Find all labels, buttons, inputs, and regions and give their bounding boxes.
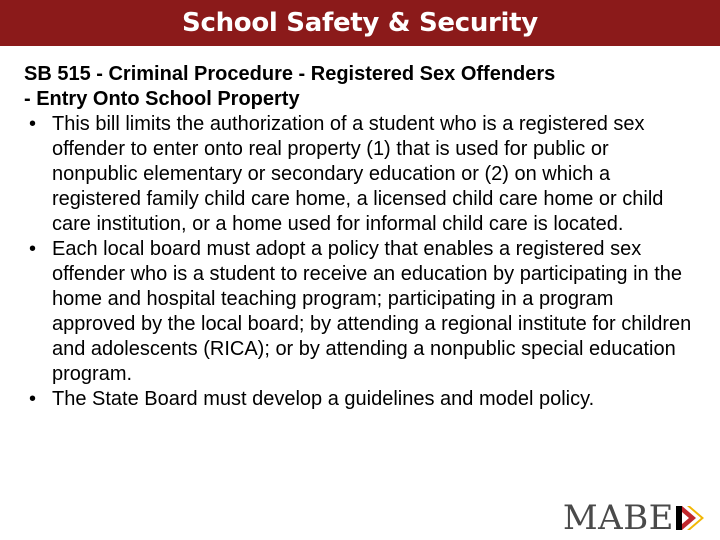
bullet-text: Each local board must adopt a policy that enables a registered sex offender who is a student to receive an education by participating in the home and hospital teaching program; participating in a program approved by the local board; by attending a regional institute for children and adolescents (RICA); or by attending a nonpublic special education program.	[52, 238, 692, 385]
bill-heading-line-1: SB 515 - Criminal Procedure - Registered Sex Offenders	[24, 63, 556, 85]
slide-title: School Safety & Security	[182, 8, 538, 38]
bullet-icon: •	[29, 113, 37, 135]
bullet-icon: •	[29, 238, 37, 260]
bullet-item	[24, 387, 696, 412]
bullet-icon: •	[29, 388, 37, 410]
bullet-list	[24, 112, 696, 412]
logo-text: MABE	[562, 498, 674, 538]
bill-heading	[24, 62, 696, 112]
bullet-text: The State Board must develop a guidelines and model policy.	[52, 388, 595, 410]
bill-heading-line-2: - Entry Onto School Property	[24, 88, 300, 110]
bullet-item	[24, 112, 696, 237]
bullet-item	[24, 237, 696, 387]
maryland-flag-chevron-icon	[676, 503, 706, 533]
bullet-text: This bill limits the authorization of a student who is a registered sex offender to enter onto real property (1) that is used for public or nonpublic elementary or secondary education or (2) on which a registered family child care home, a licensed child care home or child care institution, or a home used for informal child care is located.	[52, 113, 664, 235]
slide-content	[24, 62, 696, 412]
title-bar	[0, 0, 720, 46]
mabe-logo	[563, 500, 706, 536]
